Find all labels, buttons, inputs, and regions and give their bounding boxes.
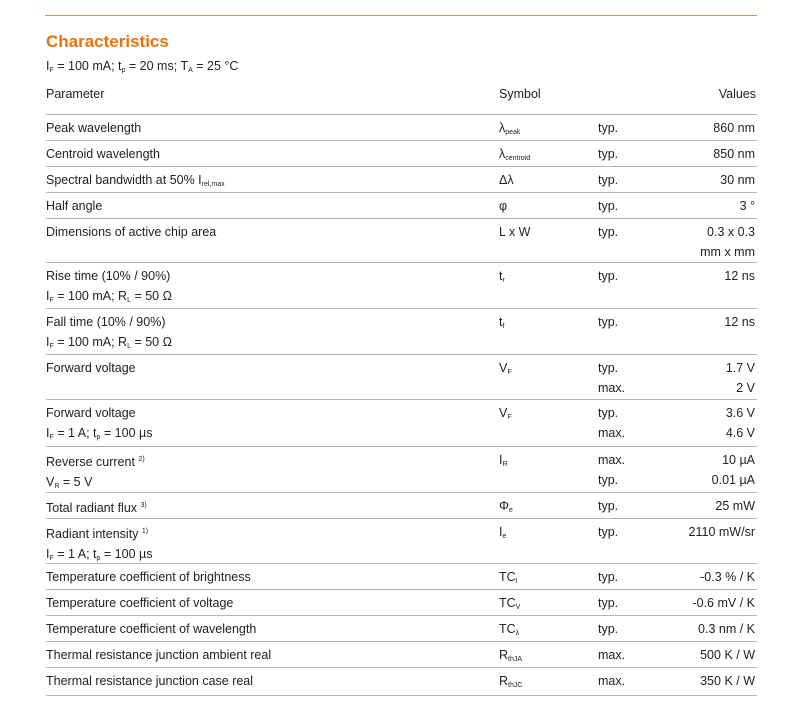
condition-subscript: F xyxy=(49,297,54,304)
qualifier: max. xyxy=(598,381,626,395)
qualifier: typ. xyxy=(598,499,619,513)
value: 12 ns xyxy=(724,269,755,283)
qualifier: typ. xyxy=(598,225,619,239)
qualifier-cell xyxy=(598,144,618,164)
qualifier: typ. xyxy=(598,269,619,283)
value-cell xyxy=(689,522,755,542)
header-symbol: Symbol xyxy=(499,87,541,101)
value: 1.7 V xyxy=(725,361,755,375)
parameter-cell xyxy=(46,358,136,378)
parameter-cell xyxy=(46,645,271,665)
value-cell xyxy=(698,619,755,639)
symbol-subscript: thJA xyxy=(508,656,523,663)
value-cell xyxy=(726,358,755,398)
qualifier-cell xyxy=(598,222,618,242)
qualifier-cell xyxy=(598,522,618,542)
parameter-name: Thermal resistance junction case real xyxy=(46,674,254,688)
qualifier: typ. xyxy=(598,361,619,375)
qualifier: typ. xyxy=(598,622,619,636)
value: 350 K / W xyxy=(700,674,755,688)
value-cell xyxy=(724,266,755,286)
parameter-name: Total radiant flux xyxy=(46,501,138,515)
qualifier-cell xyxy=(598,671,625,691)
qualifier-cell xyxy=(598,266,618,286)
symbol-subscript: λ xyxy=(515,630,520,637)
parameter-cell xyxy=(46,312,172,357)
parameter-cell xyxy=(46,170,225,195)
parameter-name: Centroid wavelength xyxy=(46,147,160,161)
value: -0.6 mV / K xyxy=(692,596,755,610)
row-divider xyxy=(46,262,757,263)
header-parameter: Parameter xyxy=(46,87,105,101)
qualifier-cell xyxy=(598,645,625,665)
qualifier-cell xyxy=(598,450,625,490)
symbol-subscript: F xyxy=(507,414,512,421)
value: 25 mW xyxy=(715,499,755,513)
qualifier-cell xyxy=(598,567,618,587)
symbol-cell: $TC_V$ xyxy=(499,596,521,611)
symbol-cell: $\Phi_e$ xyxy=(499,499,513,514)
value-cell xyxy=(713,144,755,164)
symbol-cell: $t_f$ xyxy=(499,315,505,330)
qualifier: typ. xyxy=(598,596,619,610)
row-divider xyxy=(46,589,757,590)
parameter-name: Thermal resistance junction ambient real xyxy=(46,648,272,662)
footnote-ref: 3) xyxy=(140,502,147,509)
qualifier: typ. xyxy=(598,525,619,539)
parameter-name: Temperature coefficient of wavelength xyxy=(46,622,257,636)
value: 860 nm xyxy=(713,121,755,135)
symbol-cell: $I_R$ xyxy=(499,453,508,468)
parameter-name: Radiant intensity xyxy=(46,527,139,541)
qualifier-cell xyxy=(598,196,618,216)
symbol-cell: $TC_\lambda$ xyxy=(499,622,520,637)
parameter-name: Temperature coefficient of brightness xyxy=(46,570,251,584)
value-cell xyxy=(726,403,755,443)
qualifier: max. xyxy=(598,674,626,688)
qualifier: max. xyxy=(598,453,626,467)
table-header xyxy=(46,87,756,107)
footnote-ref: 1) xyxy=(141,528,149,535)
parameter-cell xyxy=(46,671,253,691)
row-divider xyxy=(46,615,757,616)
qualifier: typ. xyxy=(598,147,619,161)
row-divider xyxy=(46,518,757,519)
symbol-subscript: R xyxy=(502,461,508,468)
parameter-condition: $I_F = 1$ A; $t_p = 100$ µs xyxy=(46,547,153,562)
parameter-name: Half angle xyxy=(46,199,103,213)
qualifier-cell xyxy=(598,118,618,138)
value-cell xyxy=(700,645,755,665)
qualifier-cell xyxy=(598,403,625,443)
value-cell xyxy=(700,671,755,691)
symbol-subscript: thJC xyxy=(508,682,523,689)
condition-subscript: F xyxy=(49,434,54,441)
value-cell xyxy=(700,222,755,262)
value-cell xyxy=(740,196,755,216)
qualifier-cell xyxy=(598,358,625,398)
parameter-name: Peak wavelength xyxy=(46,121,142,135)
symbol-cell: L x W xyxy=(499,225,531,239)
row-divider xyxy=(46,695,757,696)
parameter-name: Temperature coefficient of voltage xyxy=(46,596,234,610)
value: 10 µA xyxy=(722,453,755,467)
row-divider xyxy=(46,563,757,564)
parameter-cell xyxy=(46,619,256,639)
qualifier: typ. xyxy=(598,570,619,584)
value-cell xyxy=(700,567,755,587)
symbol-cell: $V_F$ xyxy=(499,361,512,376)
parameter-cell xyxy=(46,522,152,569)
value-cell xyxy=(724,312,755,332)
symbol-subscript: F xyxy=(507,369,512,376)
footnote-ref: 2) xyxy=(138,456,145,463)
row-divider xyxy=(46,114,757,115)
qualifier-cell xyxy=(598,593,618,613)
parameter-name: Forward voltage xyxy=(46,406,136,420)
section-title: Characteristics xyxy=(46,32,169,51)
symbol-subscript: e xyxy=(502,533,507,540)
parameter-cell xyxy=(46,567,251,587)
symbol-cell: $TC_I$ xyxy=(499,570,518,585)
parameter-cell xyxy=(46,403,152,448)
row-divider xyxy=(46,446,757,447)
value: 4.6 V xyxy=(725,426,755,440)
symbol-subscript: centroid xyxy=(505,155,531,162)
condition-subscript: L xyxy=(127,297,131,304)
parameter-cell xyxy=(46,144,160,164)
value: 3.6 V xyxy=(725,406,755,420)
value-cell xyxy=(712,450,755,490)
parameter-cell xyxy=(46,496,147,518)
header-values: Values xyxy=(718,87,756,101)
symbol-subscript: V xyxy=(515,604,521,611)
parameter-name: Forward voltage xyxy=(46,361,136,375)
qualifier: typ. xyxy=(598,473,619,487)
symbol-cell: Δλ xyxy=(499,173,514,187)
parameter-cell xyxy=(46,196,102,216)
symbol-cell: $\lambda_{centroid}$ xyxy=(499,147,531,162)
parameter-name: Rise time (10% / 90%) xyxy=(46,269,171,283)
value: -0.3 % / K xyxy=(700,570,755,584)
parameter-cell xyxy=(46,118,141,138)
row-divider xyxy=(46,399,757,400)
condition-subscript: F xyxy=(49,555,54,562)
parameter-name: Reverse current xyxy=(46,455,135,469)
value-cell xyxy=(713,118,755,138)
test-conditions: $I_F = 100$ mA; $t_p = 20$ ms; $T_A = 25$ °C xyxy=(46,59,239,74)
parameter-name: Spectral bandwidth at 50% I xyxy=(46,173,202,187)
qualifier-cell xyxy=(598,619,618,639)
symbol-cell: $t_r$ xyxy=(499,269,505,284)
qualifier: typ. xyxy=(598,315,619,329)
symbol-cell: φ xyxy=(499,199,508,213)
parameter-cell xyxy=(46,593,233,613)
parameter-name: Fall time (10% / 90%) xyxy=(46,315,166,329)
symbol-subscript: peak xyxy=(505,129,521,136)
parameter-condition: $I_F = 100$ mA; $R_L = 50$ Ω xyxy=(46,289,172,304)
parameter-cell xyxy=(46,222,216,242)
symbol-subscript: f xyxy=(502,323,505,330)
condition-subscript: p xyxy=(96,555,101,562)
value: 3 ° xyxy=(739,199,755,213)
condition-subscript: p xyxy=(96,434,101,441)
symbol-cell: $R_{thJA}$ xyxy=(499,648,523,663)
qualifier-cell xyxy=(598,170,618,190)
row-divider xyxy=(46,641,757,642)
value-cell xyxy=(715,496,755,516)
value-cell xyxy=(720,170,755,190)
parameter-cell xyxy=(46,266,172,311)
symbol-cell: $I_e$ xyxy=(499,525,507,540)
value: 30 nm xyxy=(720,173,755,187)
row-divider xyxy=(46,166,757,167)
parameter-condition: $V_R = 5$ V xyxy=(46,475,93,490)
value: 0.01 µA xyxy=(711,473,755,487)
parameter-subscript: rel,max xyxy=(201,181,225,188)
row-divider xyxy=(46,492,757,493)
value: 0.3 x 0.3 xyxy=(707,225,755,239)
condition-subscript: L xyxy=(127,343,131,350)
condition-subscript: R xyxy=(54,483,60,490)
row-divider xyxy=(46,218,757,219)
qualifier: typ. xyxy=(598,199,619,213)
value: mm x mm xyxy=(700,245,755,259)
parameter-cell xyxy=(46,450,145,497)
symbol-subscript: I xyxy=(515,578,518,585)
qualifier: max. xyxy=(598,648,626,662)
qualifier: typ. xyxy=(598,121,619,135)
symbol-subscript: e xyxy=(508,507,513,514)
symbol-subscript: r xyxy=(502,277,505,284)
value: 2 V xyxy=(736,381,755,395)
value: 12 ns xyxy=(724,315,755,329)
top-rule xyxy=(45,15,757,16)
condition-subscript: F xyxy=(49,343,54,350)
qualifier-cell xyxy=(598,496,618,516)
value: 850 nm xyxy=(713,147,755,161)
row-divider xyxy=(46,667,757,668)
parameter-name: Dimensions of active chip area xyxy=(46,225,217,239)
value: 0.3 nm / K xyxy=(698,622,755,636)
row-divider xyxy=(46,140,757,141)
value-cell xyxy=(692,593,755,613)
qualifier: max. xyxy=(598,426,626,440)
value: 500 K / W xyxy=(700,648,755,662)
parameter-condition: $I_F = 1$ A; $t_p = 100$ µs xyxy=(46,426,153,441)
qualifier-cell xyxy=(598,312,618,332)
symbol-cell: $\lambda_{peak}$ xyxy=(499,121,521,136)
qualifier: typ. xyxy=(598,406,619,420)
value: 2110 mW/sr xyxy=(688,525,755,539)
parameter-condition: $I_F = 100$ mA; $R_L = 50$ Ω xyxy=(46,335,172,350)
symbol-cell: $V_F$ xyxy=(499,406,512,421)
symbol-cell: $R_{thJC}$ xyxy=(499,674,523,689)
qualifier: typ. xyxy=(598,173,619,187)
